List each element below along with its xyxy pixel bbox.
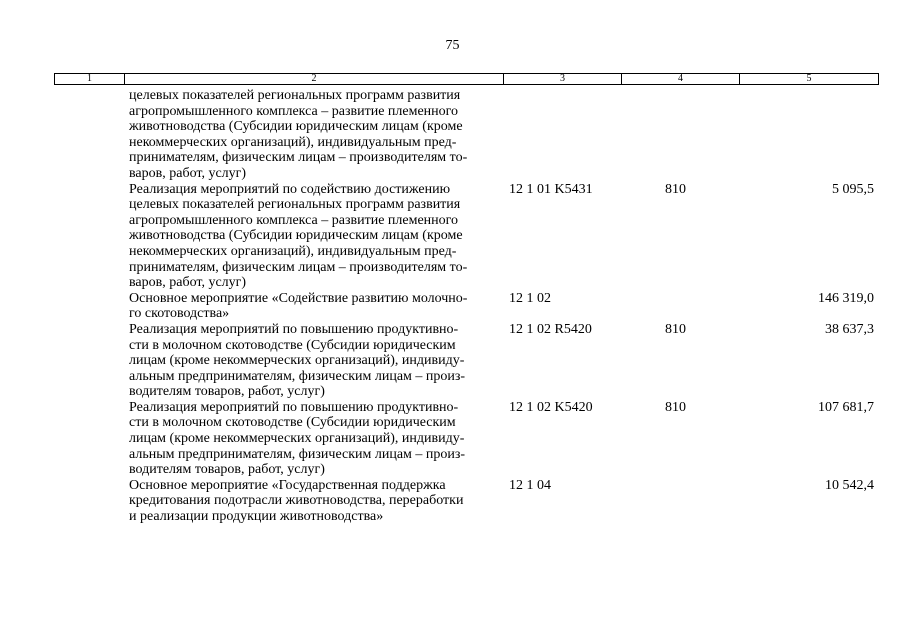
table-row <box>0 478 905 525</box>
table-row <box>0 322 905 400</box>
column-header-2: 2 <box>124 74 503 84</box>
row-description: Реализация мероприятий по содействию достижению целевых показателей региональных программ развития агропромышленного комплекса – развитие племенного животноводства (Субсидии юридическим лицам (кроме некоммерческих организаций), индивидуальным пред- принимателям, физическим лицам – производителям то- варов, работ, услуг) <box>129 181 468 291</box>
row-description: Основное мероприятие «Содействие развитию молочно- го скотоводства» <box>129 290 468 322</box>
row-code: 12 1 02 K5420 <box>509 399 593 415</box>
table-row <box>0 400 905 478</box>
row-amount: 38 637,3 <box>825 321 874 337</box>
table-row <box>0 182 905 291</box>
column-header-5: 5 <box>739 74 878 84</box>
column-header-1: 1 <box>87 73 92 84</box>
row-code: 12 1 04 <box>509 477 551 493</box>
row-expense-type: 810 <box>665 181 686 197</box>
page-number: 75 <box>445 38 460 53</box>
table-row <box>0 88 905 182</box>
row-expense-type: 810 <box>665 399 686 415</box>
table-body <box>0 88 905 525</box>
table-header <box>54 73 879 85</box>
column-header-3: 3 <box>503 74 621 84</box>
row-amount: 5 095,5 <box>832 181 874 197</box>
row-amount: 146 319,0 <box>818 290 874 306</box>
row-amount: 107 681,7 <box>818 399 874 415</box>
row-code: 12 1 01 K5431 <box>509 181 593 197</box>
row-code: 12 1 02 R5420 <box>509 321 592 337</box>
row-code: 12 1 02 <box>509 290 551 306</box>
row-description: Реализация мероприятий по повышению продуктивно- сти в молочном скотоводстве (Субсидии юридическим лицам (кроме некоммерческих организаций), индивиду- альным предпринимателям, физическим лицам – произ- водителям товаров, работ, услуг) <box>129 399 466 478</box>
row-expense-type: 810 <box>665 321 686 337</box>
row-description: Основное мероприятие «Государственная поддержка кредитования подотрасли животноводства, переработки и реализации продукции животноводства» <box>129 477 464 525</box>
row-amount: 10 542,4 <box>825 477 874 493</box>
table-row <box>0 291 905 322</box>
row-description: Реализация мероприятий по повышению продуктивно- сти в молочном скотоводстве (Субсидии юридическим лицам (кроме некоммерческих организаций), индивиду- альным предпринимателям, физическим лицам – произ- водителям товаров, работ, услуг) <box>129 321 466 400</box>
row-description: целевых показателей региональных программ развития агропромышленного комплекса – развитие племенного животноводства (Субсидии юридическим лицам (кроме некоммерческих организаций), индивидуальным пред- принимателям, физическим лицам – производителям то- варов, работ, услуг) <box>129 88 468 181</box>
column-header-4: 4 <box>621 74 739 84</box>
